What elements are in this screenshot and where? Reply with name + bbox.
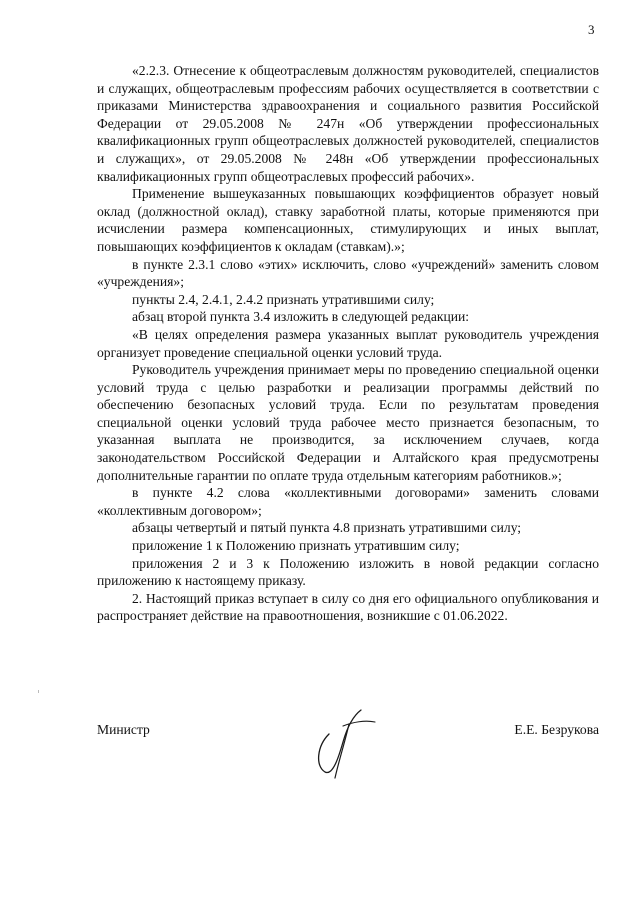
signer-name: Е.Е. Безрукова <box>514 722 599 737</box>
paragraph-2-2-3: «2.2.3. Отнесение к общеотраслевым должностям руководителей, специалистов и служащих, общеотраслевым профессиям рабочих осуществляется в соответствии с приказами Министерства здравоохранения и социального развития Российской Федерации от 29.05.2008 № 247н «Об утверждении профессиональных квалификационных групп общеотраслевых должностей руководителей, специалистов и служащих», от 29.05.2008 № 248н «Об утверждении профессиональных квалификационных групп общеотраслевых профессий рабочих». <box>97 63 599 184</box>
paragraph-4-2: в пункте 4.2 слова «коллективными договорами» заменить словами «коллективным договором»; <box>97 485 599 518</box>
signature-block <box>97 722 599 782</box>
signer-position: Министр <box>97 722 150 737</box>
paragraph-effective-date: 2. Настоящий приказ вступает в силу со дня его официального опубликования и распространяет действие на правоотношения, возникшие с 01.06.2022. <box>97 590 599 624</box>
paragraph-3-4-intro: абзац второй пункта 3.4 изложить в следующей редакции: <box>132 309 470 325</box>
document-body <box>97 62 599 625</box>
margin-mark <box>38 690 39 693</box>
paragraph-appendix-2-3: приложения 2 и 3 к Положению изложить в новой редакции согласно приложению к настоящему приказу. <box>97 555 599 589</box>
paragraph-2-4: пункты 2.4, 2.4.1, 2.4.2 признать утратившими силу; <box>132 291 435 307</box>
page-number: 3 <box>588 22 595 37</box>
paragraph-3-4-quote-2: Руководитель учреждения принимает меры по проведению специальной оценки условий труда с целью разработки и реализации программы действий по обеспечению безопасных условий труда. Если по результатам проведения специальной оценки условий труда рабочее место признается безопасным, то указанная выплата не производится, за исключением случаев, когда законодательством Российской Федерации и Алтайского края предусмотрены дополнительные гарантии по оплате труда отдельным категориям работников.»; <box>97 362 599 483</box>
paragraph-2-3-1: в пункте 2.3.1 слово «этих» исключить, слово «учреждений» заменить словом «учреждения»; <box>97 256 599 290</box>
paragraph-appendix-1: приложение 1 к Положению признать утратившим силу; <box>132 538 460 554</box>
paragraph-4-8: абзацы четвертый и пятый пункта 4.8 признать утратившими силу; <box>132 520 522 536</box>
paragraph-coefficients: Применение вышеуказанных повышающих коэффициентов образует новый оклад (должностной оклад), ставку заработной платы, которые применяются при исчислении размера компенсационных, стимулирующих и иных выплат, повышающих коэффициентов к окладам (ставкам).»; <box>97 186 599 254</box>
handwritten-signature <box>309 706 379 780</box>
paragraph-3-4-quote-1: «В целях определения размера указанных выплат руководитель учреждения организует проведение специальной оценки условий труда. <box>97 326 599 360</box>
